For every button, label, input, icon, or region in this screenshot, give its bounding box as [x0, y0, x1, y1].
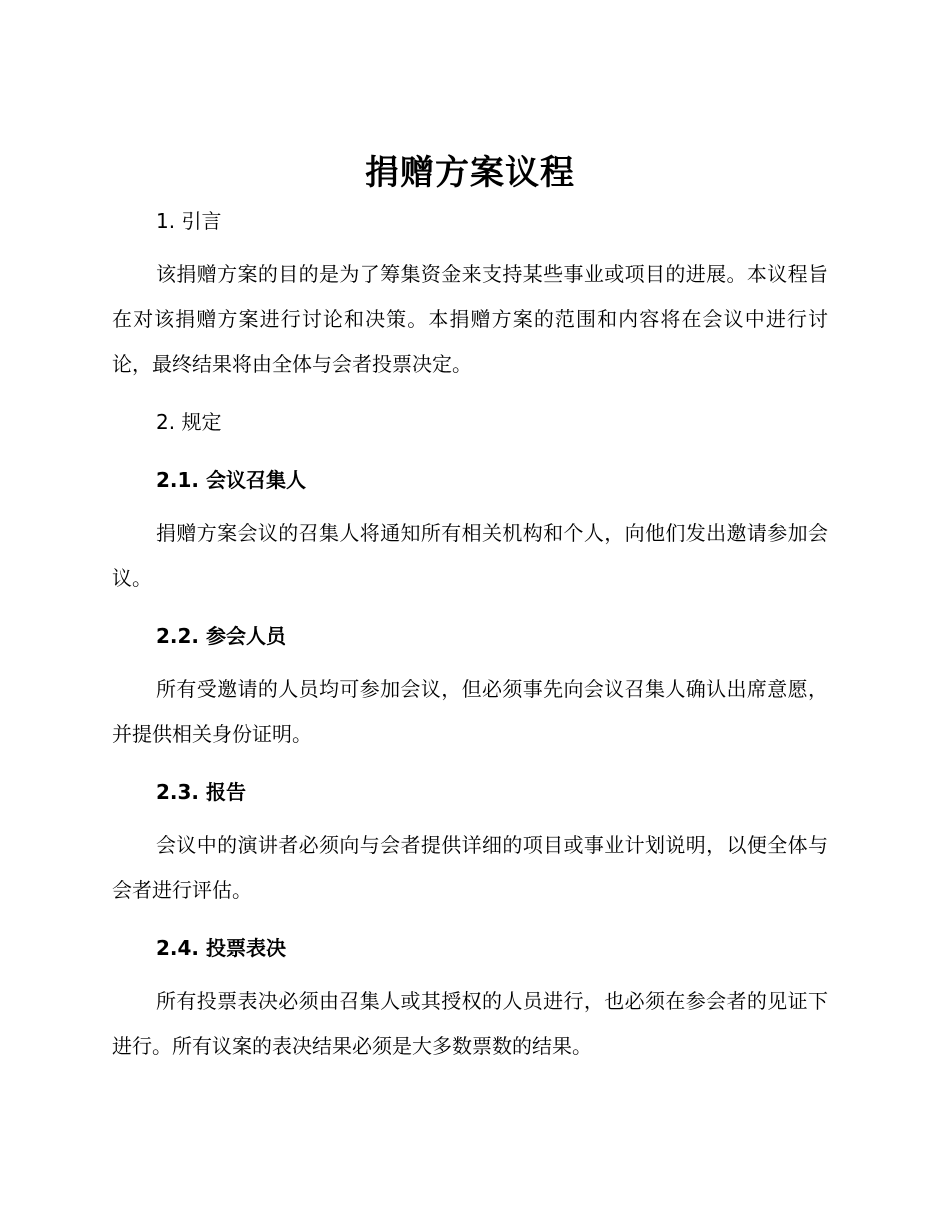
- section-paragraph-voting: 所有投票表决必须由召集人或其授权的人员进行，也必须在参会者的见证下进行。所有议案的表决结果必须是大多数票数的结果。: [112, 989, 828, 1058]
- section-paragraph-convener: 捐赠方案会议的召集人将通知所有相关机构和个人，向他们发出邀请参加会议。: [112, 521, 828, 590]
- section-heading-voting: 2.4. 投票表决: [156, 936, 286, 960]
- section-paragraph-introduction: 该捐赠方案的目的是为了筹集资金来支持某些事业或项目的进展。本议程旨在对该捐赠方案进行讨论和决策。本捐赠方案的范围和内容将在会议中进行讨论，最终结果将由全体与会者投票决定。: [112, 262, 828, 376]
- section-heading-introduction: 1. 引言: [156, 209, 222, 233]
- section-heading-attendees: 2.2. 参会人员: [156, 624, 286, 648]
- section-heading-convener: 2.1. 会议召集人: [156, 468, 306, 492]
- section-heading-rules: 2. 规定: [156, 410, 222, 434]
- section-heading-report: 2.3. 报告: [156, 780, 246, 804]
- section-paragraph-attendees: 所有受邀请的人员均可参加会议，但必须事先向会议召集人确认出席意愿，并提供相关身份证明。: [112, 677, 828, 746]
- section-paragraph-report: 会议中的演讲者必须向与会者提供详细的项目或事业计划说明，以便全体与会者进行评估。: [112, 833, 828, 902]
- document-title: 捐赠方案议程: [365, 153, 575, 193]
- document-page: [112, 150, 828, 1069]
